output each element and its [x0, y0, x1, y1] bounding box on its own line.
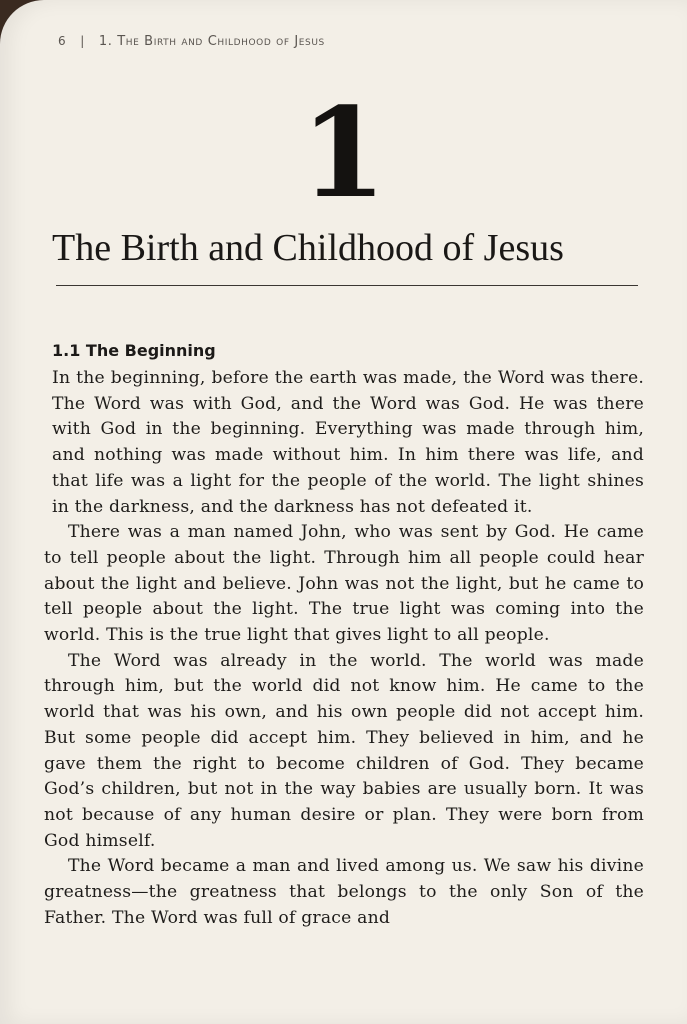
running-head	[58, 34, 325, 49]
section-heading: 1.1 The Beginning	[52, 341, 216, 360]
running-head-separator: |	[80, 34, 85, 48]
paragraph: The Word became a man and lived among us. We saw his divine greatness—the greatness that belongs to the only Son of the Father. The Word was full of grace and	[44, 856, 644, 928]
title-divider	[56, 285, 638, 286]
body-text	[44, 366, 644, 931]
chapter-title: The Birth and Childhood of Jesus	[52, 227, 564, 269]
chapter-number: 1	[300, 81, 387, 226]
page-number: 6	[58, 34, 67, 48]
paragraph: The Word was already in the world. The world was made through him, but the world did not know him. He came to the world that was his own, and his own people did not accept him. But some people did accept him. They believed in him, and he gave them the right to become children of God. They became God’s children, but not in the way babies are usually born. It was not because of any human desire or plan. They were born from God himself.	[44, 650, 644, 851]
running-head-title: 1. The Birth and Childhood of Jesus	[98, 34, 325, 49]
paragraph: In the beginning, before the earth was made, the Word was there. The Word was with God, and the Word was God. He was there with God in the beginning. Everything was made through him, and nothing was made without him. In him there was life, and that life was a light for the people of the world. The light shines in the darkness, and the darkness has not defeated it.	[52, 368, 644, 517]
paragraph: There was a man named John, who was sent by God. He came to tell people about the light. Through him all people could hear about the light and believe. John was not the light, but he came to tell people about the light. The true light was coming into the world. This is the true light that gives light to all people.	[44, 522, 644, 646]
